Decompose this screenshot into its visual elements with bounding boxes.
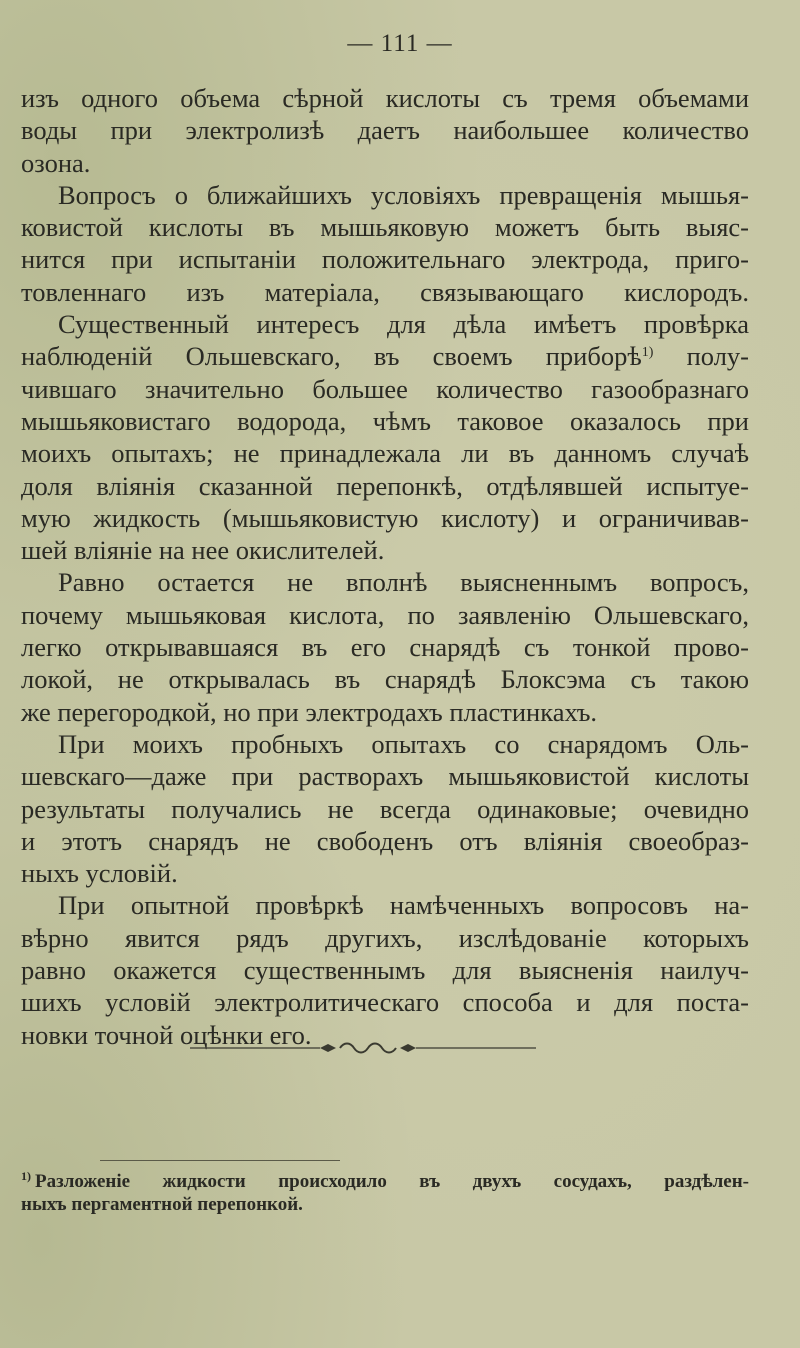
- footnote-mark: 1): [21, 1169, 31, 1183]
- text-line-with-footnote-ref: [21, 340, 749, 372]
- page-number: — 111 —: [347, 30, 453, 57]
- section-divider-ornament: [190, 1040, 536, 1056]
- text-line: При опытной провѣркѣ намѣченныхъ вопросовъ на-: [58, 890, 749, 921]
- footnote-rule: [100, 1160, 340, 1161]
- text-line: Равно остается не вполнѣ выясненнымъ вопросъ,: [58, 567, 749, 598]
- text-line: доля вліянія сказанной перепонкѣ, отдѣлявшей испытуе-: [21, 470, 749, 501]
- text-line: озона.: [21, 147, 91, 178]
- footnote: [21, 1170, 749, 1216]
- text-line: моихъ опытахъ; не принадлежала ли въ данномъ случаѣ: [21, 438, 749, 469]
- text-line: изъ одного объема сѣрной кислоты съ тремя объемами: [21, 83, 749, 113]
- text-line: нится при испытаніи положительнаго электрода, приго-: [21, 244, 749, 275]
- footnote-line: [21, 1170, 749, 1193]
- text-line: Существенный интересъ для дѣла имѣетъ провѣрка: [58, 309, 749, 340]
- text-fragment: полу-: [686, 341, 749, 372]
- text-line: и этотъ снарядъ не свободенъ отъ вліянія своеобраз-: [21, 825, 749, 856]
- text-line: результаты получались не всегда одинаковые; очевидно: [21, 793, 749, 824]
- footnote-text: Разложеніе жидкости происходило въ двухъ сосудахъ, раздѣлен-: [35, 1171, 749, 1192]
- text-line: мышьяковистаго водорода, чѣмъ таковое оказалось при: [21, 405, 749, 436]
- text-line: локой, не открывалась въ снарядѣ Блоксэма съ такою: [21, 664, 749, 695]
- body-text: [21, 82, 749, 1051]
- text-line: чившаго значительно большее количество газообразнаго: [21, 373, 749, 404]
- text-line: равно окажется существеннымъ для выясненія наилуч-: [21, 955, 749, 986]
- text-line: При моихъ пробныхъ опытахъ со снарядомъ Оль-: [58, 728, 749, 759]
- text-line: воды при электролизѣ даетъ наибольшее количество: [21, 115, 749, 146]
- text-line: ныхъ условій.: [21, 858, 178, 889]
- text-line: же перегородкой, но при электродахъ пластинкахъ.: [21, 696, 598, 727]
- text-line: мую жидкость (мышьяковистую кислоту) и ограничивав-: [21, 502, 749, 533]
- text-line: новки точной оцѣнки его.: [21, 1019, 312, 1050]
- text-line: товленнаго изъ матеріала, связывающаго кислородъ.: [21, 276, 749, 307]
- text-line: легко открывавшаяся въ его снарядѣ съ тонкой прово-: [21, 632, 749, 663]
- footnote-ref-mark: 1): [641, 345, 654, 361]
- text-line: вѣрно явится рядъ другихъ, изслѣдованіе которыхъ: [21, 922, 749, 953]
- text-line: шевскаго—даже при растворахъ мышьяковистой кислоты: [21, 761, 749, 792]
- text-line: Вопросъ о ближайшихъ условіяхъ превращенія мышья-: [58, 179, 749, 210]
- text-fragment: наблюденій Ольшевскаго, въ своемъ приборѣ: [21, 341, 642, 372]
- footnote-line: ныхъ пергаментной перепонкой.: [21, 1194, 303, 1215]
- text-line: почему мышьяковая кислота, по заявленію Ольшевскаго,: [21, 599, 749, 630]
- text-line: шей вліяніе на нее окислителей.: [21, 535, 385, 566]
- text-line: ковистой кислоты въ мышьяковую можетъ быть выяс-: [21, 212, 749, 243]
- text-line: шихъ условій электролитическаго способа и для поста-: [21, 987, 749, 1018]
